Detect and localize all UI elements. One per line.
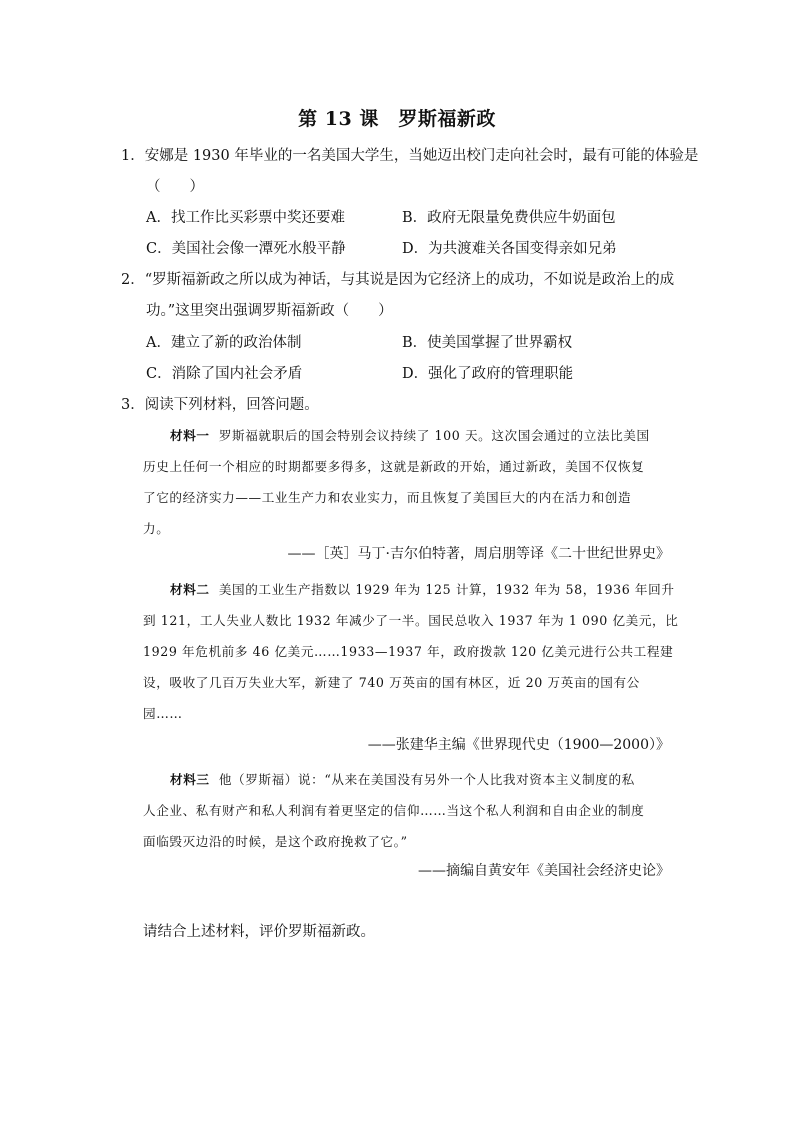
material3-text1: 他（罗斯福）说：“从来在美国没有另外一个人比我对资本主义制度的私 — [218, 772, 635, 787]
q1-option-b: B．政府无限量免费供应牛奶面包 — [402, 210, 616, 226]
material2-line2: 到 121，工人失业人数比 1932 年减少了一半。国民总收入 1937 年为 1 090 亿美元，比 — [143, 613, 679, 628]
material2-source: ——张建华主编《世界现代史（1900—2000）》 — [367, 737, 670, 753]
q2-option-b: B．使美国掌握了世界霸权 — [402, 335, 573, 351]
q1-stem-line2: （ ） — [146, 179, 204, 195]
q1-option-c: C．美国社会像一潭死水般平静 — [146, 241, 346, 257]
q2-stem-line2: 功。”这里突出强调罗斯福新政（ ） — [146, 303, 393, 319]
material1-label: 材料一 — [170, 428, 210, 443]
material3-line1 — [170, 771, 635, 789]
q2-stem-line1: 2．“罗斯福新政之所以成为神话，与其说是因为它经济上的成功，不如说是政治上的成 — [121, 272, 675, 288]
material2-text1: 美国的工业生产指数以 1929 年为 125 计算，1932 年为 58，1936 年回升 — [218, 582, 675, 597]
material2-line3: 1929 年危机前多 46 亿美元……1933—1937 年，政府拨款 120 亿美元进行公共工程建 — [143, 644, 674, 659]
material2-line4: 设，吸收了几百万失业大军，新建了 740 万英亩的国有林区，近 20 万英亩的国有公 — [143, 675, 640, 690]
material1-line1 — [170, 427, 650, 445]
material1-line4: 力。 — [143, 521, 170, 536]
material3-source: ——摘编自黄安年《美国社会经济史论》 — [418, 863, 670, 879]
q2-option-c: C．消除了国内社会矛盾 — [146, 366, 303, 382]
material1-line3: 了它的经济实力——工业生产力和农业实力，而且恢复了美国巨大的内在活力和创造 — [143, 490, 632, 505]
material2-line1 — [170, 581, 675, 599]
material2-label: 材料二 — [170, 582, 210, 597]
q1-option-d: D．为共渡难关各国变得亲如兄弟 — [402, 241, 617, 257]
q1-stem-line1: 1．安娜是 1930 年毕业的一名美国大学生，当她迈出校门走向社会时，最有可能的体验是 — [121, 148, 699, 164]
q2-option-a: A．建立了新的政治体制 — [146, 335, 302, 351]
q1-option-a: A．找工作比买彩票中奖还要难 — [146, 210, 345, 226]
q3-intro: 3．阅读下列材料，回答问题。 — [121, 397, 319, 413]
material3-line2: 人企业、私有财产和私人利润有着更坚定的信仰……当这个私人利润和自由企业的制度 — [143, 803, 645, 818]
material3-line3: 面临毁灭边沿的时候，是这个政府挽救了它。” — [143, 834, 408, 849]
material1-source: ——［英］马丁·吉尔伯特著，周启朋等译《二十世纪世界史》 — [287, 546, 670, 562]
lesson-title: 第 13 课 罗斯福新政 — [298, 108, 496, 130]
material3-label: 材料三 — [170, 772, 210, 787]
material1-line2: 历史上任何一个相应的时期都要多得多，这就是新政的开始，通过新政，美国不仅恢复 — [143, 459, 645, 474]
q3-question: 请结合上述材料，评价罗斯福新政。 — [143, 924, 375, 940]
material1-text1: 罗斯福就职后的国会特别会议持续了 100 天。这次国会通过的立法比美国 — [218, 428, 650, 443]
material2-line5: 园…… — [143, 706, 183, 721]
q2-option-d: D．强化了政府的管理职能 — [402, 366, 574, 382]
